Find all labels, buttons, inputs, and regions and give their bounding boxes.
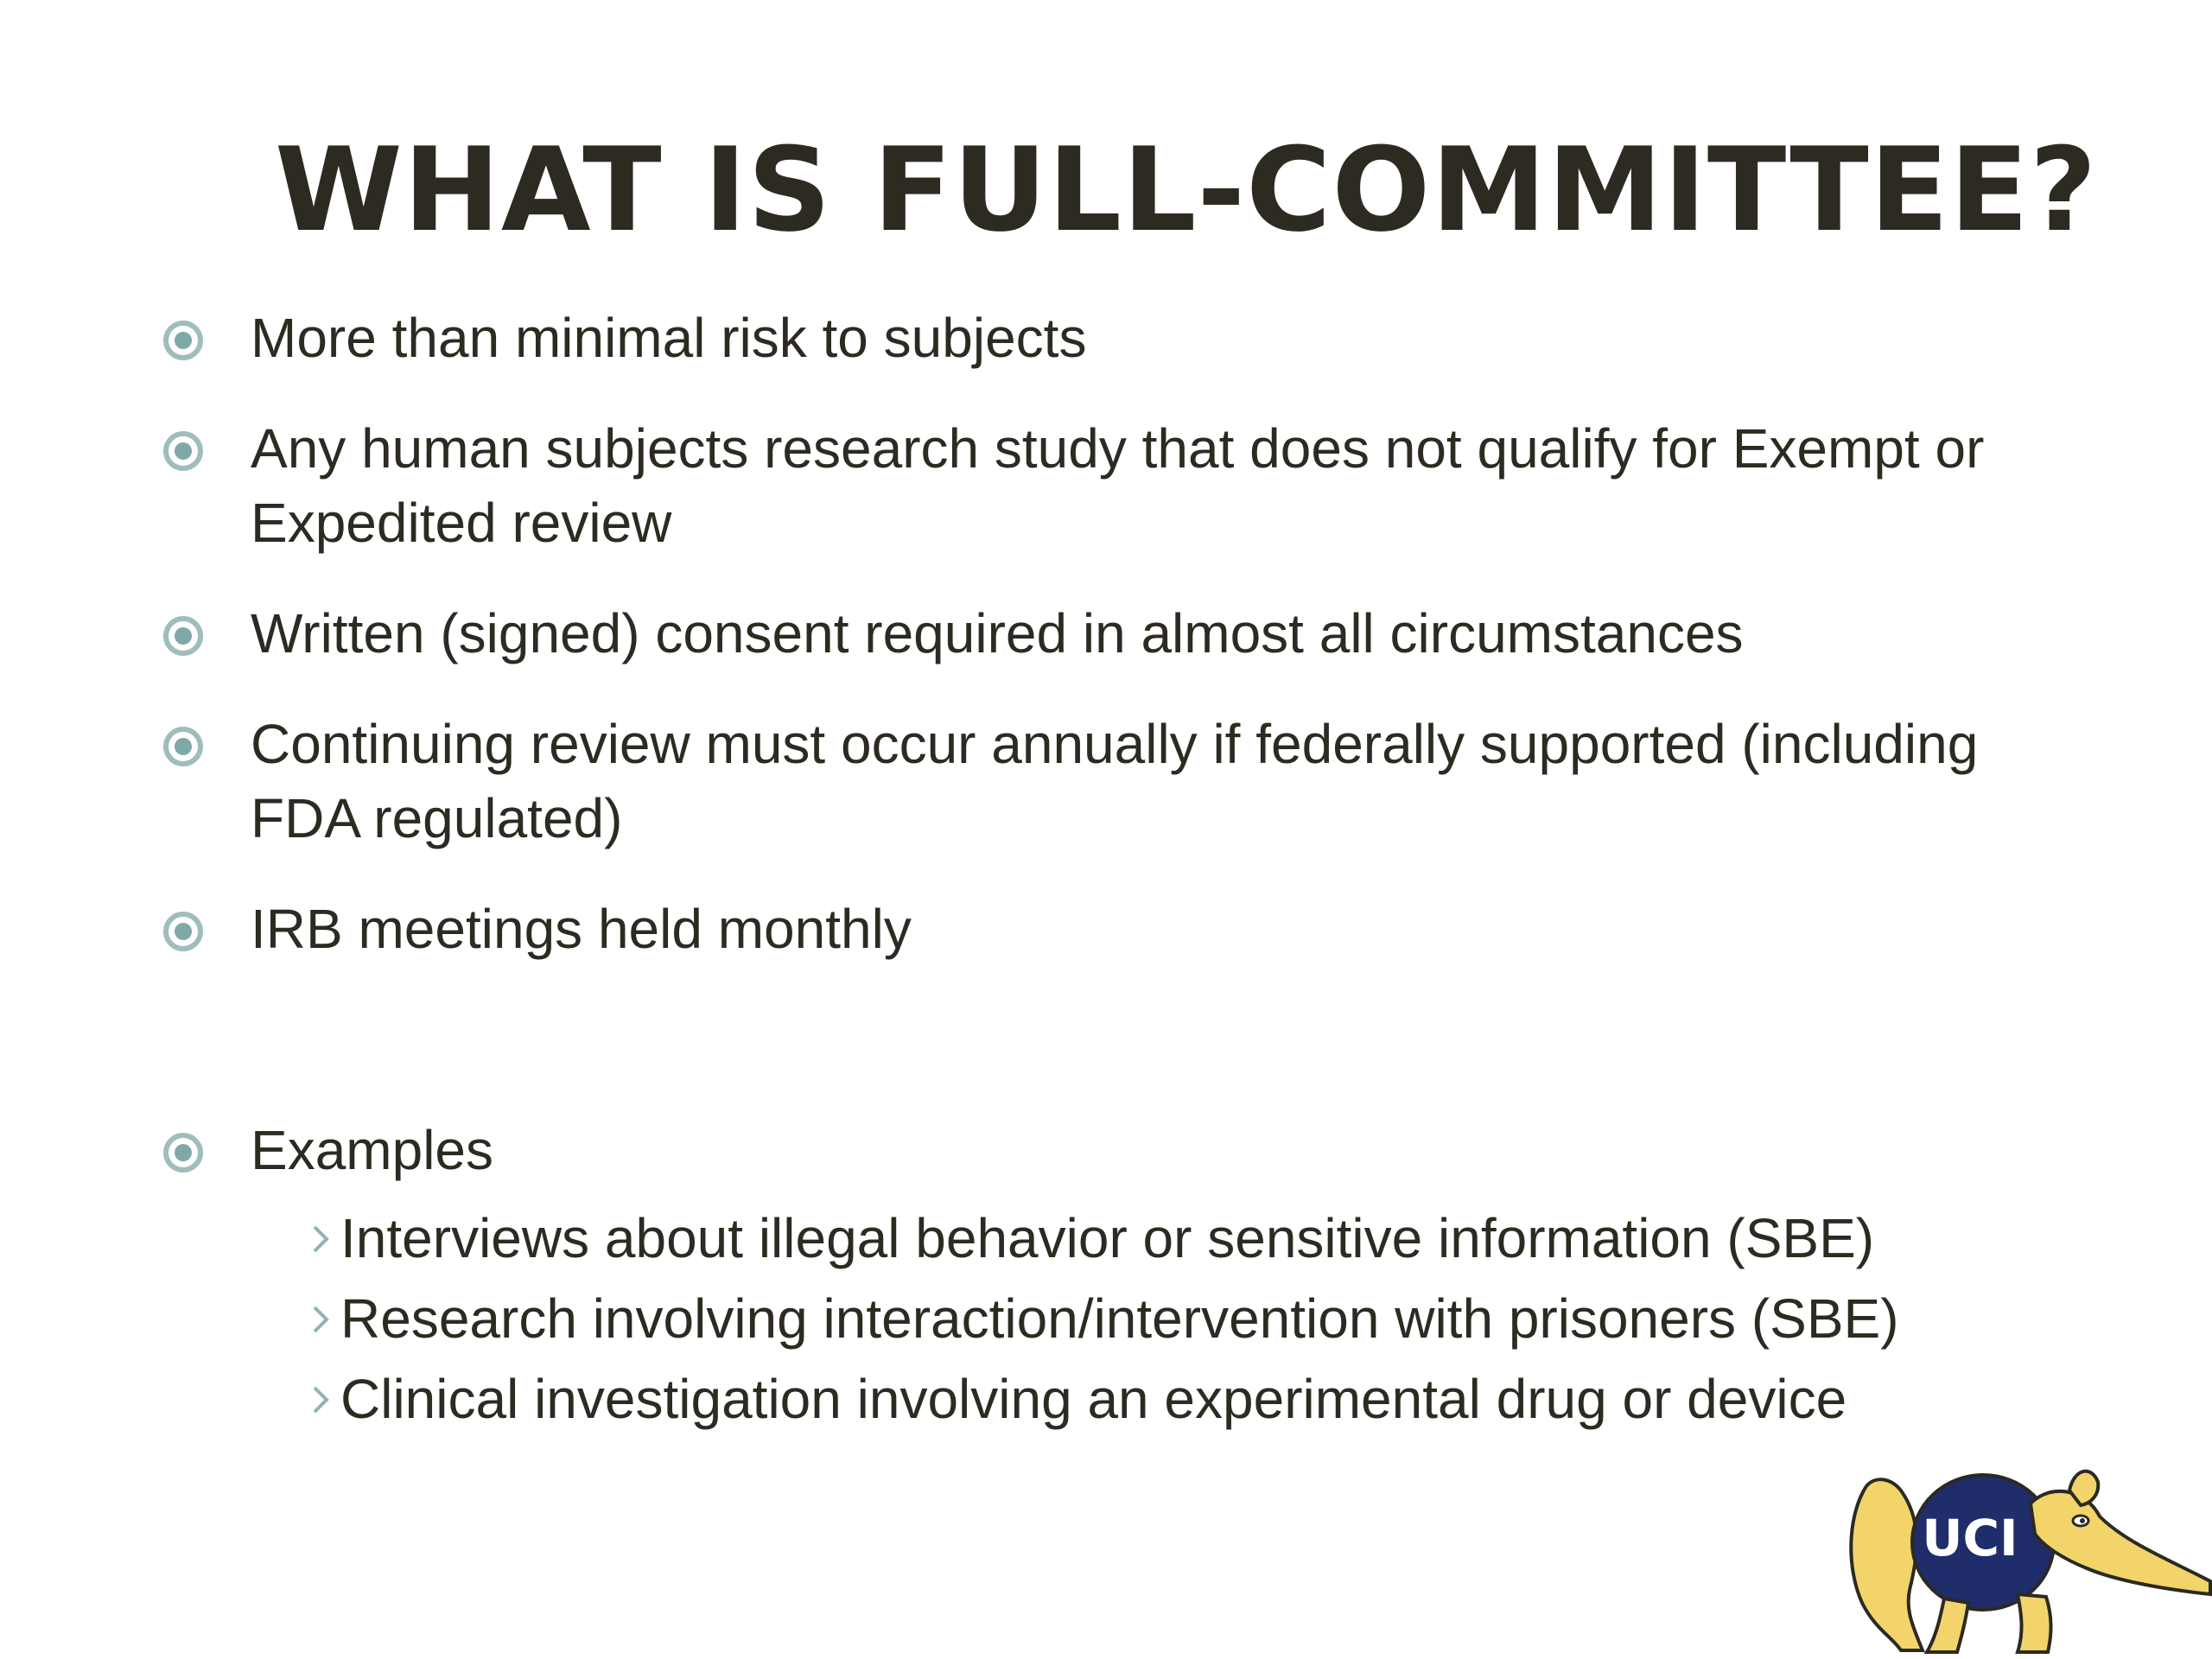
radio-bullet-icon [162, 320, 204, 361]
bullet-text: Written (signed) consent required in almost all circumstances [251, 602, 1744, 664]
radio-bullet-icon [162, 1132, 204, 1173]
radio-bullet-icon [162, 615, 204, 657]
sub-list-item [311, 1362, 2126, 1443]
bullet-text: Continuing review must occur annually if federally supported (including FDA regulated) [251, 713, 1979, 849]
sub-list-item [311, 1281, 2126, 1363]
radio-bullet-icon [162, 911, 204, 952]
bullet-text: More than minimal risk to subjects [251, 307, 1087, 369]
radio-bullet-icon [162, 726, 204, 767]
bullet-text: Any human subjects research study that does not qualify for Exempt or Expedited review [251, 417, 1985, 554]
sub-item-text: Research involving interaction/intervention with prisoners (SBE) [340, 1287, 1899, 1350]
sub-item-text: Clinical investigation involving an experimental drug or device [340, 1368, 1847, 1430]
radio-bullet-icon [162, 430, 204, 472]
bullet-text: Examples [251, 1119, 493, 1181]
slide-title: WHAT IS FULL-COMMITTEE? [275, 123, 2098, 257]
chevron-right-icon [311, 1222, 330, 1256]
bullet-text: IRB meetings held monthly [251, 898, 912, 960]
anteater-logo-icon [1840, 1452, 2212, 1659]
logo-text: UCI [1922, 1509, 2018, 1567]
chevron-right-icon [311, 1382, 330, 1417]
sub-item-text: Interviews about illegal behavior or sensitive information (SBE) [340, 1207, 1875, 1269]
chevron-right-icon [311, 1302, 330, 1337]
sub-list-item [311, 1201, 2126, 1282]
